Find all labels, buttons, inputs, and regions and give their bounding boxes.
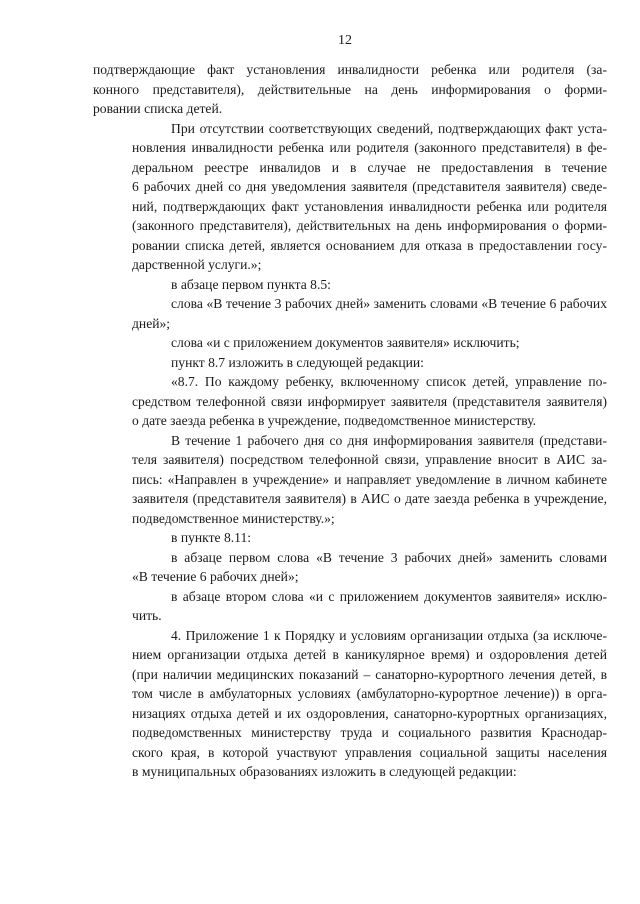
paragraph	[93, 275, 607, 295]
text-line: средством телефонной связи информирует заявителя (представителя заявителя)	[132, 393, 607, 409]
text-line: о дате заезда ребенка в учреждение, подведомственное министерству.	[132, 413, 537, 428]
text-line: дарственной услуги.»;	[132, 257, 262, 272]
paragraph	[93, 431, 607, 529]
text-line: «В течение 6 рабочих дней»;	[132, 569, 299, 584]
text-line: слова «В течение 3 рабочих дней» заменить словами «В течение 6 рабочих	[171, 296, 607, 311]
text-line: заявителя (представителя заявителя) в АИС о дате заезда ребенка в учреждение,	[132, 491, 607, 506]
text-line: нием организации отдыха детей в каникулярное время) и оздоровления детей	[132, 647, 607, 662]
paragraph	[93, 333, 607, 353]
text-line: «8.7. По каждому ребенку, включенному список детей, управление по-	[171, 374, 607, 389]
text-line: 6 рабочих дней со дня уведомления заявителя (представителя заявителя) сведе-	[132, 179, 607, 194]
paragraph	[93, 626, 607, 782]
text-line: В течение 1 рабочего дня со дня информирования заявителя (представи-	[171, 432, 607, 448]
document-body	[93, 60, 607, 782]
page-number: 12	[338, 33, 352, 48]
text-line: в абзаце первом слова «В течение 3 рабочих дней» заменить словами	[171, 549, 607, 565]
text-line: конного представителя), действительные на день информирования о форми-	[93, 81, 607, 97]
text-line: низациях отдыха детей и их оздоровления, санаторно-курортных организациях,	[132, 705, 607, 721]
text-line: пись: «Направлен в учреждение» и направляет уведомление в личном кабинете	[132, 471, 607, 487]
text-line: (законного представителя), действительных на день информирования о форми-	[132, 218, 607, 233]
text-line: в муниципальных образованиях изложить в следующей редакции:	[132, 764, 517, 779]
text-line: в абзаце первом пункта 8.5:	[171, 276, 331, 292]
paragraph	[93, 528, 607, 548]
paragraph	[93, 372, 607, 431]
scan-edge-mark	[0, 898, 64, 904]
text-line: ний, подтверждающих факт установления инвалидности ребенка или родителя	[132, 198, 607, 214]
paragraph	[93, 119, 607, 275]
text-line: 4. Приложение 1 к Порядку и условиям организации отдыха (за исключе-	[171, 627, 607, 643]
paragraph	[93, 294, 607, 333]
text-line: в пункте 8.11:	[171, 530, 252, 545]
paragraph	[93, 353, 607, 373]
text-line: дней»;	[132, 315, 171, 331]
text-line: пункт 8.7 изложить в следующей редакции:	[171, 354, 424, 370]
paragraph	[93, 548, 607, 587]
text-line: ровании списка детей.	[93, 101, 223, 116]
text-line: слова «и с приложением документов заявителя» исключить;	[171, 335, 520, 350]
text-line: ского края, в которой участвуют управления социальной защиты населения	[132, 744, 607, 760]
text-line: (при наличии медицинских показаний – санаторно-курортного лечения детей, в	[132, 666, 607, 682]
text-line: деральном реестре инвалидов и в случае не предоставления в течение	[132, 159, 607, 175]
text-line: в абзаце втором слова «и с приложением документов заявителя» исклю-	[171, 588, 607, 604]
text-line: новления инвалидности ребенка или родителя (законного представителя) в фе-	[132, 140, 607, 155]
text-line: подведомственное министерству.»;	[132, 510, 335, 526]
text-line: При отсутствии соответствующих сведений, подтверждающих факт уста-	[171, 120, 607, 136]
text-line: ровании списка детей, является основанием для отказа в предоставлении госу-	[132, 237, 607, 253]
text-line: подтверждающие факт установления инвалидности ребенка или родителя (за-	[93, 62, 607, 77]
text-line: чить.	[132, 608, 162, 623]
text-line: подведомственных министерству труда и социального развития Краснодар-	[132, 725, 607, 740]
text-line: теля заявителя) посредством телефонной связи, управление вносит в АИС за-	[132, 452, 607, 467]
paragraph	[93, 60, 607, 119]
text-line: том числе в амбулаторных условиях (амбулаторно-курортное лечение)) в орга-	[132, 686, 607, 701]
paragraph	[93, 587, 607, 626]
